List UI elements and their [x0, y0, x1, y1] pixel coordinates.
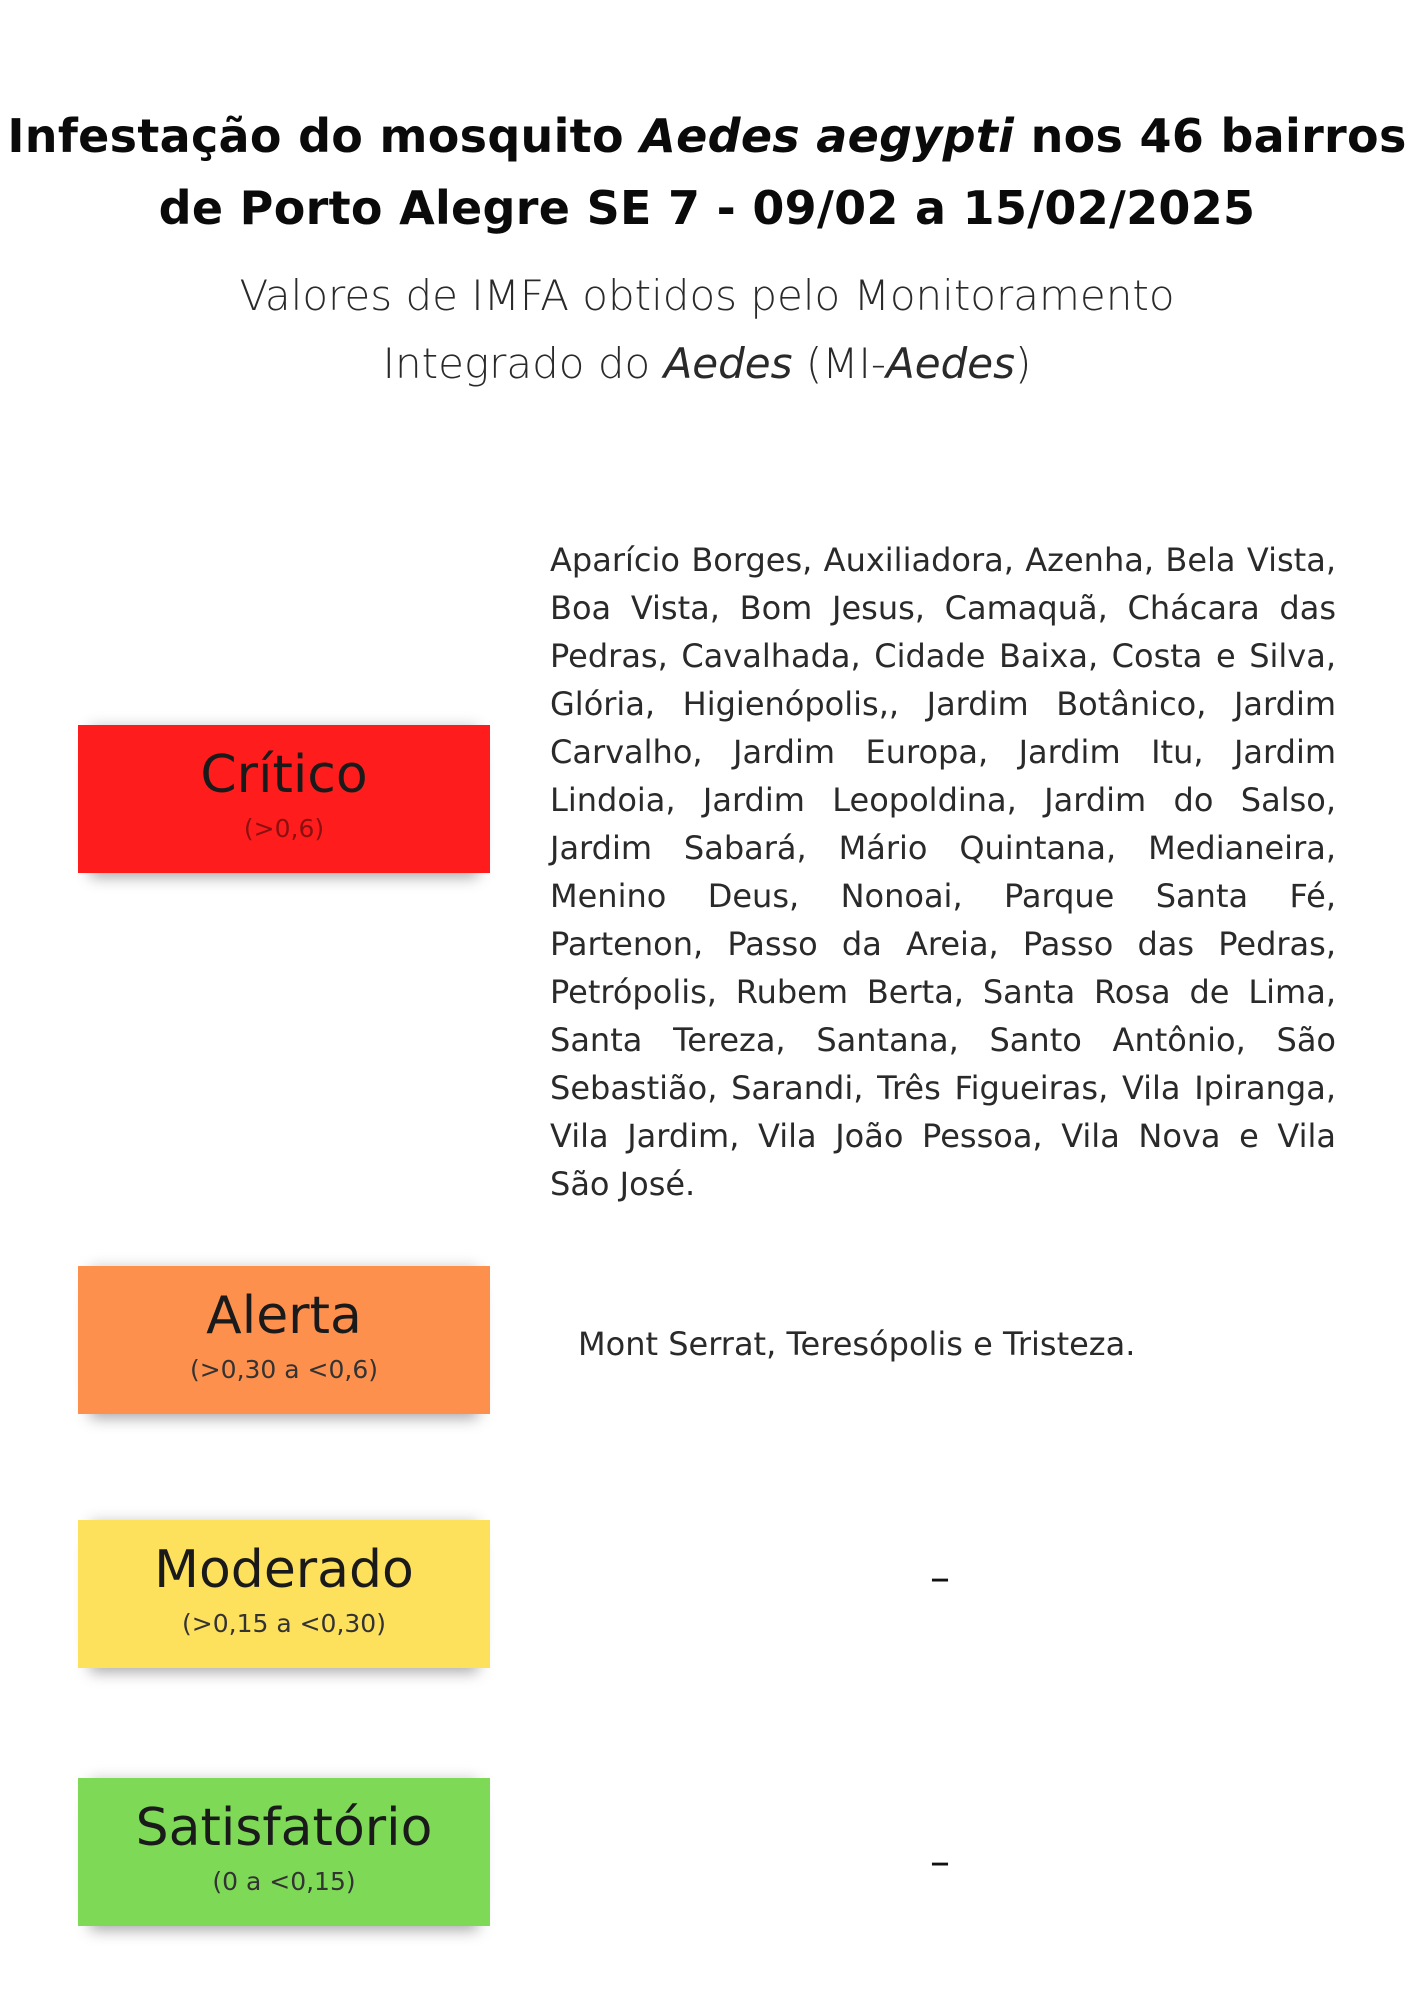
subtitle-line-1: Valores de IMFA obtidos pelo Monitoramento [239, 271, 1175, 320]
subtitle-italic-2: Aedes [886, 339, 1015, 388]
subtitle-italic-1: Aedes [663, 339, 793, 388]
satisfatorio-label: Satisfatório [135, 1798, 433, 1858]
satisfatorio-neighborhoods: – [930, 1839, 950, 1885]
critico-range: (>0,6) [243, 814, 325, 843]
alerta-range: (>0,30 a <0,6) [189, 1355, 379, 1384]
title-part-1: Infestação do mosquito [7, 109, 641, 163]
moderado-badge [78, 1520, 490, 1668]
alerta-badge [78, 1266, 490, 1414]
title-line-1 [0, 100, 1414, 172]
title-line-2: de Porto Alegre SE 7 - 09/02 a 15/02/2025 [158, 181, 1256, 235]
page-subtitle [0, 262, 1414, 398]
subtitle-suffix: ) [1014, 339, 1032, 388]
moderado-range: (>0,15 a <0,30) [182, 1609, 386, 1638]
critico-neighborhoods: Aparício Borges, Auxiliadora, Azenha, Bela Vista, Boa Vista, Bom Jesus, Camaquã, Chácara das Pedras, Cavalhada, Cidade Baixa, Costa e Silva, Glória, Higienópolis,, Jardim Botânico, Jardim Carvalho, Jardim Europa, Jardim Itu, Jardim Lindoia, Jardim Leopoldina, Jardim do Salso, Jardim Sabará, Mário Quintana, Medianeira, Menino Deus, Nonoai, Parque Santa Fé, Partenon, Passo da Areia, Passo das Pedras, Petrópolis, Rubem Berta, Santa Rosa de Lima, Santa Tereza, Santana, Santo Antônio, São Sebastião, Sarandi, Três Figueiras, Vila Ipiranga, Vila Jardim, Vila João Pessoa, Vila Nova e Vila São José. [550, 541, 1336, 1203]
critico-label: Crítico [200, 745, 368, 805]
subtitle-middle: (MI- [792, 339, 887, 388]
satisfatorio-range: (0 a <0,15) [212, 1867, 356, 1896]
moderado-neighborhoods: – [930, 1555, 950, 1601]
title-species: Aedes aegypti [640, 109, 1015, 163]
critico-badge [78, 725, 490, 873]
satisfatorio-badge [78, 1778, 490, 1926]
title-part-2: nos 46 bairros [1014, 109, 1407, 163]
moderado-label: Moderado [154, 1540, 414, 1600]
subtitle-line-2 [0, 330, 1414, 398]
alerta-label: Alerta [206, 1286, 362, 1346]
subtitle-prefix: Integrado do [382, 339, 664, 388]
alerta-neighborhoods: Mont Serrat, Teresópolis e Tristeza. [578, 1325, 1136, 1363]
page-title [0, 100, 1414, 244]
